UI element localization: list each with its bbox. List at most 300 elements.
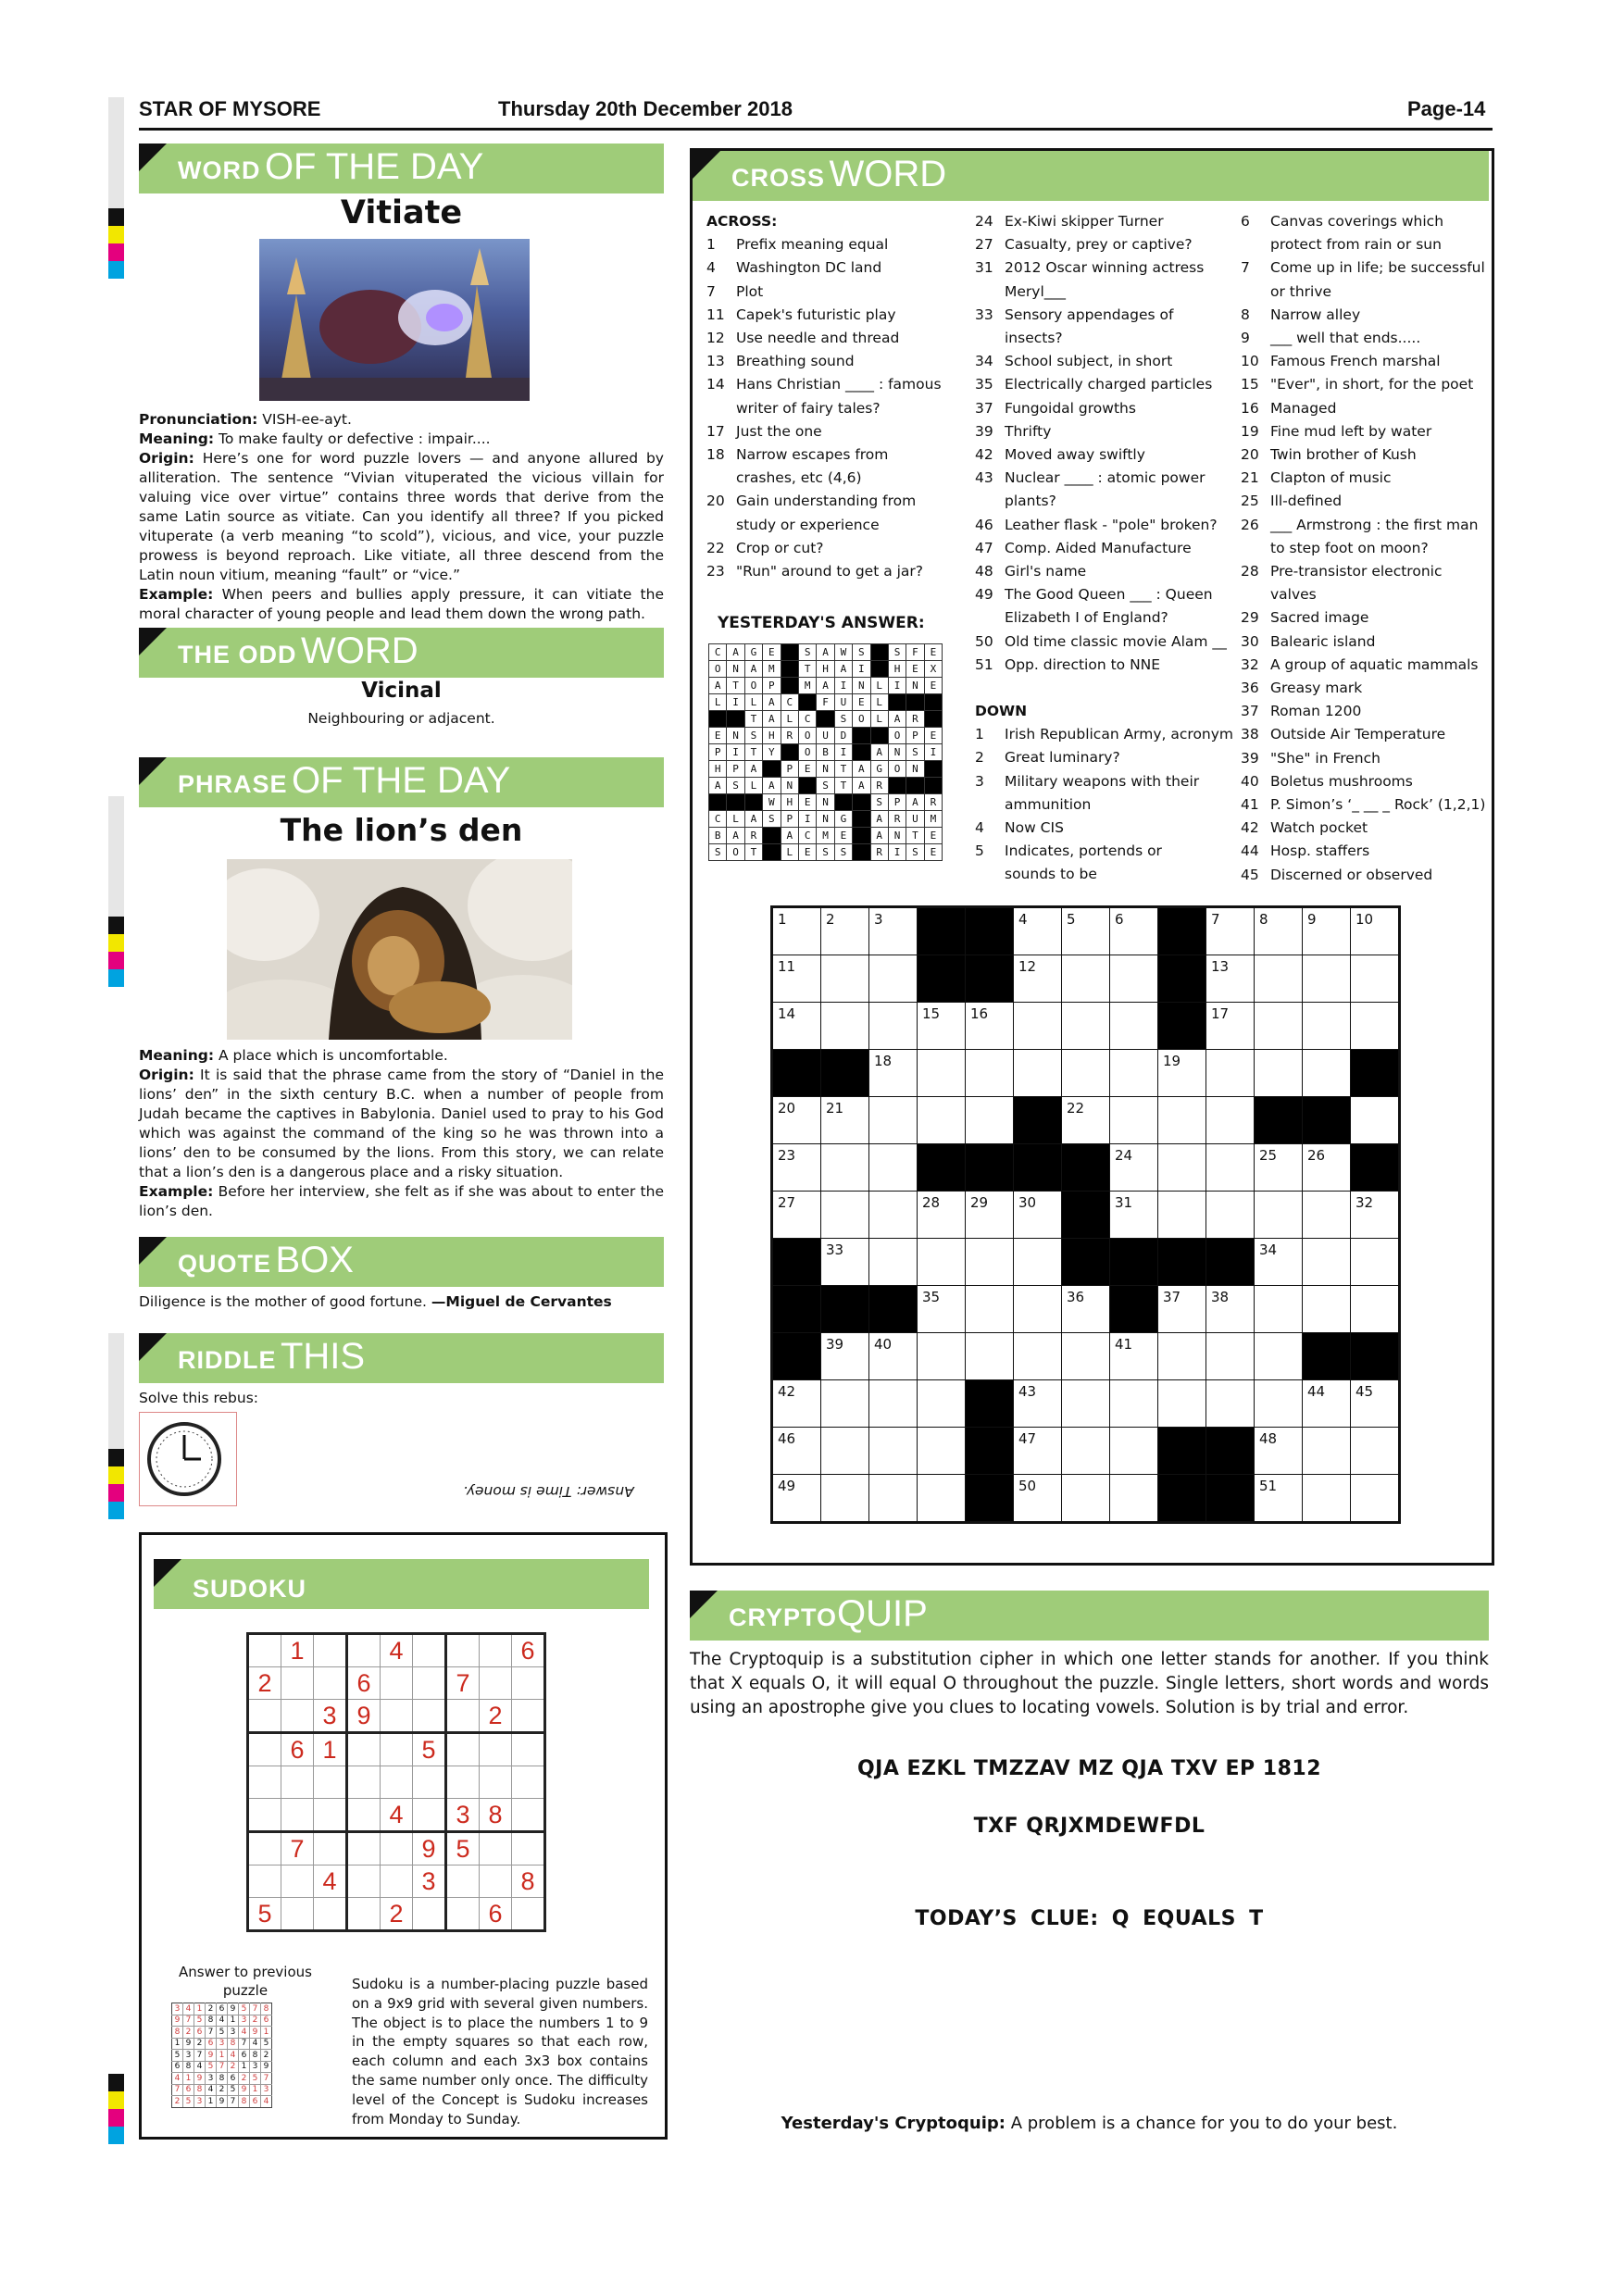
crossword-cell[interactable] [821, 1380, 869, 1428]
clue-text: Crop or cut? [736, 539, 824, 556]
crossword-cell[interactable] [1062, 1050, 1110, 1097]
crossword-cell[interactable] [772, 1003, 821, 1050]
sudoku-cell[interactable] [347, 1634, 381, 1667]
crossword-cell[interactable] [869, 1192, 918, 1239]
sudoku-cell[interactable] [281, 1898, 314, 1931]
crossword-cell[interactable] [1110, 1192, 1158, 1239]
clue [706, 373, 956, 396]
sudoku-cell[interactable] [281, 1700, 314, 1733]
crossword-cell[interactable] [1303, 1475, 1351, 1523]
crossword-cell[interactable] [918, 1003, 966, 1050]
sudoku-cell[interactable] [446, 1866, 480, 1898]
black-square [772, 1050, 821, 1097]
sudoku-cell[interactable]: 9 [413, 1832, 446, 1866]
crossword-cell[interactable] [1303, 1192, 1351, 1239]
registration-yellow [108, 226, 124, 243]
crossword-cell[interactable] [1303, 1239, 1351, 1286]
registration-cyan [108, 261, 124, 279]
answer-cell: 3 [194, 2096, 206, 2108]
crossword-cell[interactable] [1014, 1428, 1062, 1475]
answer-letter: T [798, 661, 816, 678]
crossword-cell[interactable] [1255, 1428, 1303, 1475]
sudoku-cell[interactable] [347, 1866, 381, 1898]
answer-letter: A [888, 711, 906, 728]
crossword-cell[interactable] [1206, 1144, 1255, 1192]
sudoku-cell[interactable]: 4 [314, 1866, 347, 1898]
crossword-cell[interactable] [918, 1333, 966, 1380]
crossword-grid[interactable] [770, 905, 1401, 1524]
crossword-cell[interactable] [1062, 1097, 1110, 1144]
sudoku-cell[interactable] [347, 1766, 381, 1799]
black-square [781, 744, 798, 761]
crossword-cell[interactable] [918, 1380, 966, 1428]
clue-text: Moved away swiftly [1005, 446, 1145, 464]
cryptoquip-description: The Cryptoquip is a substitution cipher in which one letter stands for another. If you think that X equals O, it will equal O throughout the puzzle. Single letters, short words and words using an apostrophe give you clues to locating vowels. Solution is by trial and error. [690, 1650, 1489, 1717]
heading-word-1: THE ODD [178, 641, 297, 668]
crossword-cell[interactable] [1303, 1144, 1351, 1192]
clue [1241, 397, 1489, 420]
crossword-cell[interactable] [1110, 1380, 1158, 1428]
crossword-cell[interactable] [1255, 1192, 1303, 1239]
crossword-cell[interactable] [869, 1003, 918, 1050]
answer-cell: 5 [217, 2027, 228, 2039]
sudoku-cell[interactable]: 7 [281, 1832, 314, 1866]
black-square [1014, 1144, 1062, 1192]
answer-cell: 7 [206, 2027, 217, 2039]
crossword-cell[interactable] [918, 1475, 966, 1523]
sudoku-cell[interactable]: 3 [314, 1700, 347, 1733]
crossword-cell[interactable] [1206, 1333, 1255, 1380]
crossword-cell[interactable] [1255, 1239, 1303, 1286]
sudoku-cell[interactable] [281, 1866, 314, 1898]
crossword-cell[interactable] [1062, 955, 1110, 1003]
sudoku-cell[interactable] [446, 1634, 480, 1667]
crossword-cell[interactable] [1110, 907, 1158, 955]
crossword-cell[interactable] [1206, 1286, 1255, 1333]
cryptoquip-line-1: QJA EZKL TMZZAV MZ QJA TXV EP 1812 [856, 1757, 1322, 1780]
crossword-cell[interactable] [772, 1192, 821, 1239]
crossword-cell[interactable] [1062, 1475, 1110, 1523]
sudoku-cell[interactable] [248, 1634, 281, 1667]
black-square [817, 711, 834, 728]
sudoku-cell[interactable]: 3 [413, 1866, 446, 1898]
sudoku-cell[interactable] [446, 1733, 480, 1766]
sudoku-cell[interactable] [381, 1700, 413, 1733]
crossword-cell[interactable] [966, 1050, 1014, 1097]
crossword-cell[interactable] [1303, 1286, 1351, 1333]
answer-cell: 9 [261, 2061, 272, 2073]
crossword-cell[interactable] [772, 1475, 821, 1523]
crossword-cell[interactable] [1062, 1380, 1110, 1428]
cell-number: 32 [1355, 1194, 1374, 1211]
clue-text: Narrow escapes from [736, 446, 889, 464]
cell-number: 48 [1259, 1430, 1278, 1447]
crossword-cell[interactable] [966, 1097, 1014, 1144]
sudoku-cell[interactable] [314, 1832, 347, 1866]
sudoku-cell[interactable] [413, 1634, 446, 1667]
black-square [966, 1428, 1014, 1475]
cell-number: 5 [1067, 911, 1076, 928]
sudoku-cell[interactable] [314, 1898, 347, 1931]
sudoku-cell[interactable] [248, 1700, 281, 1733]
crossword-cell[interactable] [1158, 1333, 1206, 1380]
answer-cell: 4 [183, 2003, 194, 2015]
crossword-cell[interactable] [1351, 1192, 1400, 1239]
sudoku-grid[interactable] [246, 1632, 546, 1932]
sudoku-cell[interactable]: 6 [347, 1667, 381, 1700]
sudoku-cell[interactable] [512, 1766, 545, 1799]
crossword-cell[interactable] [869, 1144, 918, 1192]
black-square [763, 828, 781, 844]
crossword-cell[interactable] [918, 1239, 966, 1286]
sudoku-cell[interactable] [347, 1832, 381, 1866]
sudoku-cell[interactable] [413, 1700, 446, 1733]
crossword-cell[interactable] [821, 907, 869, 955]
crossword-cell[interactable] [966, 1003, 1014, 1050]
crossword-cell[interactable] [1110, 1475, 1158, 1523]
black-square [709, 794, 727, 811]
crossword-cell[interactable] [1110, 1003, 1158, 1050]
sudoku-cell[interactable] [248, 1799, 281, 1832]
crossword-cell[interactable] [1255, 955, 1303, 1003]
crossword-cell[interactable] [1303, 1380, 1351, 1428]
answer-letter: L [744, 694, 762, 711]
crossword-cell[interactable] [1062, 1286, 1110, 1333]
crossword-cell[interactable] [1255, 1286, 1303, 1333]
sudoku-cell[interactable]: 5 [413, 1733, 446, 1766]
crossword-cell[interactable] [869, 1428, 918, 1475]
sudoku-cell[interactable]: 8 [512, 1866, 545, 1898]
clue [975, 817, 1225, 840]
label: Origin: [139, 1067, 194, 1083]
sudoku-cell[interactable]: 1 [314, 1733, 347, 1766]
clue [1241, 606, 1489, 630]
crossword-cell[interactable] [772, 907, 821, 955]
sudoku-cell[interactable] [347, 1898, 381, 1931]
black-square [870, 728, 888, 744]
clue-text: Plot [736, 282, 764, 300]
crossword-cell[interactable] [1062, 1003, 1110, 1050]
crossword-cell[interactable] [1014, 1475, 1062, 1523]
clue-number: 47 [975, 539, 993, 556]
sudoku-cell[interactable] [347, 1799, 381, 1832]
sudoku-cell[interactable] [446, 1700, 480, 1733]
crossword-cell[interactable] [1255, 1144, 1303, 1192]
sudoku-cell[interactable] [248, 1766, 281, 1799]
answer-letter: A [817, 678, 834, 694]
answer-cell: 3 [261, 2084, 272, 2096]
sudoku-cell[interactable] [512, 1733, 545, 1766]
crossword-cell[interactable] [1255, 1333, 1303, 1380]
sudoku-cell[interactable] [248, 1733, 281, 1766]
crossword-cell[interactable] [1158, 1286, 1206, 1333]
crossword-cell[interactable] [869, 1475, 918, 1523]
crossword-cell[interactable] [821, 1475, 869, 1523]
clue: insects? [1005, 330, 1063, 347]
crossword-cell[interactable] [1110, 1333, 1158, 1380]
clue [1241, 793, 1489, 817]
sudoku-cell[interactable] [381, 1832, 413, 1866]
crossword-cell[interactable] [1062, 907, 1110, 955]
sudoku-cell[interactable]: 2 [248, 1667, 281, 1700]
cell-number: 23 [778, 1147, 796, 1164]
crossword-cell[interactable] [821, 955, 869, 1003]
crossword-cell[interactable] [869, 907, 918, 955]
crossword-cell[interactable] [1206, 1050, 1255, 1097]
crossword-cell[interactable] [966, 1286, 1014, 1333]
crossword-cell[interactable] [1206, 1192, 1255, 1239]
crossword-cell[interactable] [1351, 1286, 1400, 1333]
crossword-cell[interactable] [1206, 1380, 1255, 1428]
sudoku-cell[interactable] [381, 1866, 413, 1898]
answer-letter: E [798, 794, 816, 811]
crossword-cell[interactable] [821, 1144, 869, 1192]
crossword-cell[interactable] [1351, 1097, 1400, 1144]
sudoku-cell[interactable]: 8 [480, 1799, 512, 1832]
answer-letter: A [870, 811, 888, 828]
sudoku-cell[interactable] [314, 1766, 347, 1799]
answer-letter: N [817, 811, 834, 828]
clue-number: 3 [975, 772, 984, 790]
crossword-cell[interactable] [1303, 907, 1351, 955]
crossword-cell[interactable] [1062, 1333, 1110, 1380]
crossword-cell[interactable] [821, 1428, 869, 1475]
crossword-cell[interactable] [772, 1428, 821, 1475]
answer-letter: H [817, 661, 834, 678]
clue [975, 746, 1225, 769]
answer-letter: L [870, 678, 888, 694]
sudoku-cell[interactable]: 1 [281, 1634, 314, 1667]
crossword-cell[interactable] [1014, 907, 1062, 955]
clue: or thrive [1270, 282, 1332, 300]
sudoku-cell[interactable] [413, 1667, 446, 1700]
crossword-cell[interactable] [1351, 1239, 1400, 1286]
crossword-cell[interactable] [1014, 1239, 1062, 1286]
sudoku-cell[interactable]: 3 [446, 1799, 480, 1832]
crossword-cell[interactable] [1255, 1475, 1303, 1523]
crossword-cell[interactable] [869, 955, 918, 1003]
crossword-cell[interactable] [1255, 907, 1303, 955]
sudoku-cell[interactable] [446, 1898, 480, 1931]
sudoku-cell[interactable]: 4 [381, 1634, 413, 1667]
sudoku-cell[interactable] [413, 1898, 446, 1931]
sudoku-cell[interactable] [381, 1667, 413, 1700]
black-square [772, 1239, 821, 1286]
sudoku-cell[interactable] [248, 1832, 281, 1866]
answer-letter: O [798, 744, 816, 761]
crossword-cell[interactable] [966, 1333, 1014, 1380]
sudoku-cell[interactable] [512, 1667, 545, 1700]
crossword-cell[interactable] [821, 1097, 869, 1144]
crossword-cell[interactable] [1110, 1050, 1158, 1097]
crossword-cell[interactable] [772, 1097, 821, 1144]
crossword-cell[interactable] [918, 1050, 966, 1097]
sudoku-cell[interactable] [347, 1733, 381, 1766]
cell-number: 45 [1355, 1383, 1374, 1400]
crossword-cell[interactable] [869, 1097, 918, 1144]
crossword-cell[interactable] [1206, 1097, 1255, 1144]
clue [975, 583, 1225, 606]
sudoku-cell[interactable] [480, 1766, 512, 1799]
sudoku-cell[interactable] [381, 1733, 413, 1766]
answer-letter: S [798, 644, 816, 661]
crossword-cell[interactable] [772, 1144, 821, 1192]
sudoku-cell[interactable] [413, 1766, 446, 1799]
crossword-cell[interactable] [1110, 955, 1158, 1003]
crossword-cell[interactable] [1014, 1333, 1062, 1380]
crossword-cell[interactable] [1062, 1428, 1110, 1475]
sudoku-cell[interactable] [512, 1898, 545, 1931]
answer-letter: A [781, 828, 798, 844]
crossword-cell[interactable] [821, 1239, 869, 1286]
sudoku-cell[interactable] [314, 1667, 347, 1700]
answer-cell: 1 [250, 2084, 261, 2096]
sudoku-cell[interactable] [480, 1866, 512, 1898]
black-square [1158, 1003, 1206, 1050]
answer-letter: L [870, 694, 888, 711]
crossword-cell[interactable] [1351, 1428, 1400, 1475]
answer-letter: R [781, 728, 798, 744]
crossword-cell[interactable] [869, 1050, 918, 1097]
black-square [918, 907, 966, 955]
sudoku-cell[interactable]: 5 [446, 1832, 480, 1866]
crossword-cell[interactable] [1351, 1003, 1400, 1050]
crossword-cell[interactable] [869, 1239, 918, 1286]
clue [706, 443, 956, 467]
crossword-cell[interactable] [918, 1097, 966, 1144]
sudoku-cell[interactable]: 4 [381, 1799, 413, 1832]
crossword-cell[interactable] [918, 1428, 966, 1475]
clue [706, 537, 956, 560]
crossword-cell[interactable] [1158, 1050, 1206, 1097]
crossword-cell[interactable] [1014, 1380, 1062, 1428]
crossword-cell[interactable] [1158, 1380, 1206, 1428]
crossword-cell[interactable] [1158, 1097, 1206, 1144]
crossword-cell[interactable] [1014, 955, 1062, 1003]
sudoku-cell[interactable] [281, 1766, 314, 1799]
crossword-cell[interactable] [1158, 1144, 1206, 1192]
crossword-cell[interactable] [1351, 1380, 1400, 1428]
clue-number: 51 [975, 655, 993, 673]
crossword-cell[interactable] [772, 1380, 821, 1428]
answer-cell: 4 [239, 2027, 250, 2039]
crossword-cell[interactable] [966, 1192, 1014, 1239]
sudoku-cell[interactable] [480, 1634, 512, 1667]
riddle-answer: Answer: Time is money. [463, 1483, 634, 1500]
riddle-prompt: Solve this rebus: [139, 1390, 259, 1406]
crossword-cell[interactable] [821, 1333, 869, 1380]
clue [1241, 256, 1489, 280]
sudoku-cell[interactable]: 7 [446, 1667, 480, 1700]
answer-letter: F [817, 694, 834, 711]
sudoku-cell[interactable] [314, 1634, 347, 1667]
sudoku-cell[interactable] [281, 1667, 314, 1700]
crossword-cell[interactable] [1110, 1144, 1158, 1192]
answer-letter: O [744, 678, 762, 694]
crossword-cell[interactable] [1206, 907, 1255, 955]
crossword-cell[interactable] [1014, 1050, 1062, 1097]
clue-text: Outside Air Temperature [1270, 726, 1446, 743]
crossword-cell[interactable] [1158, 1192, 1206, 1239]
crossword-cell[interactable] [1014, 1286, 1062, 1333]
sudoku-cell[interactable]: 9 [347, 1700, 381, 1733]
sudoku-cell[interactable]: 2 [480, 1700, 512, 1733]
crossword-cell[interactable] [1206, 1003, 1255, 1050]
crossword-cell[interactable] [1255, 1380, 1303, 1428]
clue [706, 327, 956, 350]
crossword-cell[interactable] [1303, 1428, 1351, 1475]
sudoku-cell[interactable] [248, 1866, 281, 1898]
crossword-cell[interactable] [821, 1003, 869, 1050]
crossword-cell[interactable] [1303, 1003, 1351, 1050]
sudoku-cell[interactable] [512, 1832, 545, 1866]
crossword-cell[interactable] [1351, 907, 1400, 955]
black-square [966, 1380, 1014, 1428]
sudoku-cell[interactable] [381, 1766, 413, 1799]
sudoku-cell[interactable] [314, 1799, 347, 1832]
answer-letter: A [817, 644, 834, 661]
crossword-cell[interactable] [1110, 1428, 1158, 1475]
answer-letter: W [763, 794, 781, 811]
sudoku-cell[interactable]: 6 [512, 1634, 545, 1667]
sudoku-cell[interactable] [480, 1667, 512, 1700]
clue-text: Come up in life; be successful [1270, 259, 1485, 277]
sudoku-cell[interactable] [480, 1832, 512, 1866]
crossword-cell[interactable] [1255, 1003, 1303, 1050]
crossword-cell[interactable] [1110, 1097, 1158, 1144]
answer-cell: 5 [172, 2050, 183, 2062]
crossword-cell[interactable] [1351, 955, 1400, 1003]
crossword-cell[interactable] [966, 1239, 1014, 1286]
answer-cell: 5 [194, 2015, 206, 2027]
black-square [1255, 1097, 1303, 1144]
crossword-cell[interactable] [918, 1192, 966, 1239]
sudoku-cell[interactable]: 6 [281, 1733, 314, 1766]
answer-cell: 8 [239, 2096, 250, 2108]
black-square [1206, 1239, 1255, 1286]
sudoku-cell[interactable] [512, 1799, 545, 1832]
crossword-cell[interactable] [1206, 955, 1255, 1003]
sudoku-cell[interactable] [480, 1733, 512, 1766]
sudoku-cell[interactable] [281, 1799, 314, 1832]
crossword-cell[interactable] [1014, 1192, 1062, 1239]
clue-text: Capek's futuristic play [736, 306, 896, 323]
corner-mark [139, 628, 167, 655]
clue-text: Now CIS [1005, 819, 1064, 837]
answer-letter: S [709, 844, 727, 861]
sudoku-cell[interactable] [446, 1766, 480, 1799]
crossword-cell[interactable] [918, 1286, 966, 1333]
sudoku-cell[interactable]: 5 [248, 1898, 281, 1931]
crossword-cell[interactable] [772, 955, 821, 1003]
crossword-cell[interactable] [869, 1380, 918, 1428]
crossword-cell[interactable] [821, 1192, 869, 1239]
sudoku-cell[interactable]: 6 [480, 1898, 512, 1931]
sudoku-cell[interactable]: 2 [381, 1898, 413, 1931]
crossword-cell[interactable] [1014, 1003, 1062, 1050]
crossword-cell[interactable] [869, 1333, 918, 1380]
crossword-cell[interactable] [1303, 955, 1351, 1003]
sudoku-cell[interactable] [413, 1799, 446, 1832]
answer-letter: A [853, 761, 870, 778]
answer-letter: R [906, 711, 924, 728]
crossword-cell[interactable] [1303, 1050, 1351, 1097]
crossword-cell[interactable] [1255, 1050, 1303, 1097]
crossword-cell[interactable] [1351, 1475, 1400, 1523]
answer-letter: Y [763, 744, 781, 761]
clue-text: Canvas coverings which [1270, 213, 1444, 230]
sudoku-cell[interactable] [512, 1700, 545, 1733]
